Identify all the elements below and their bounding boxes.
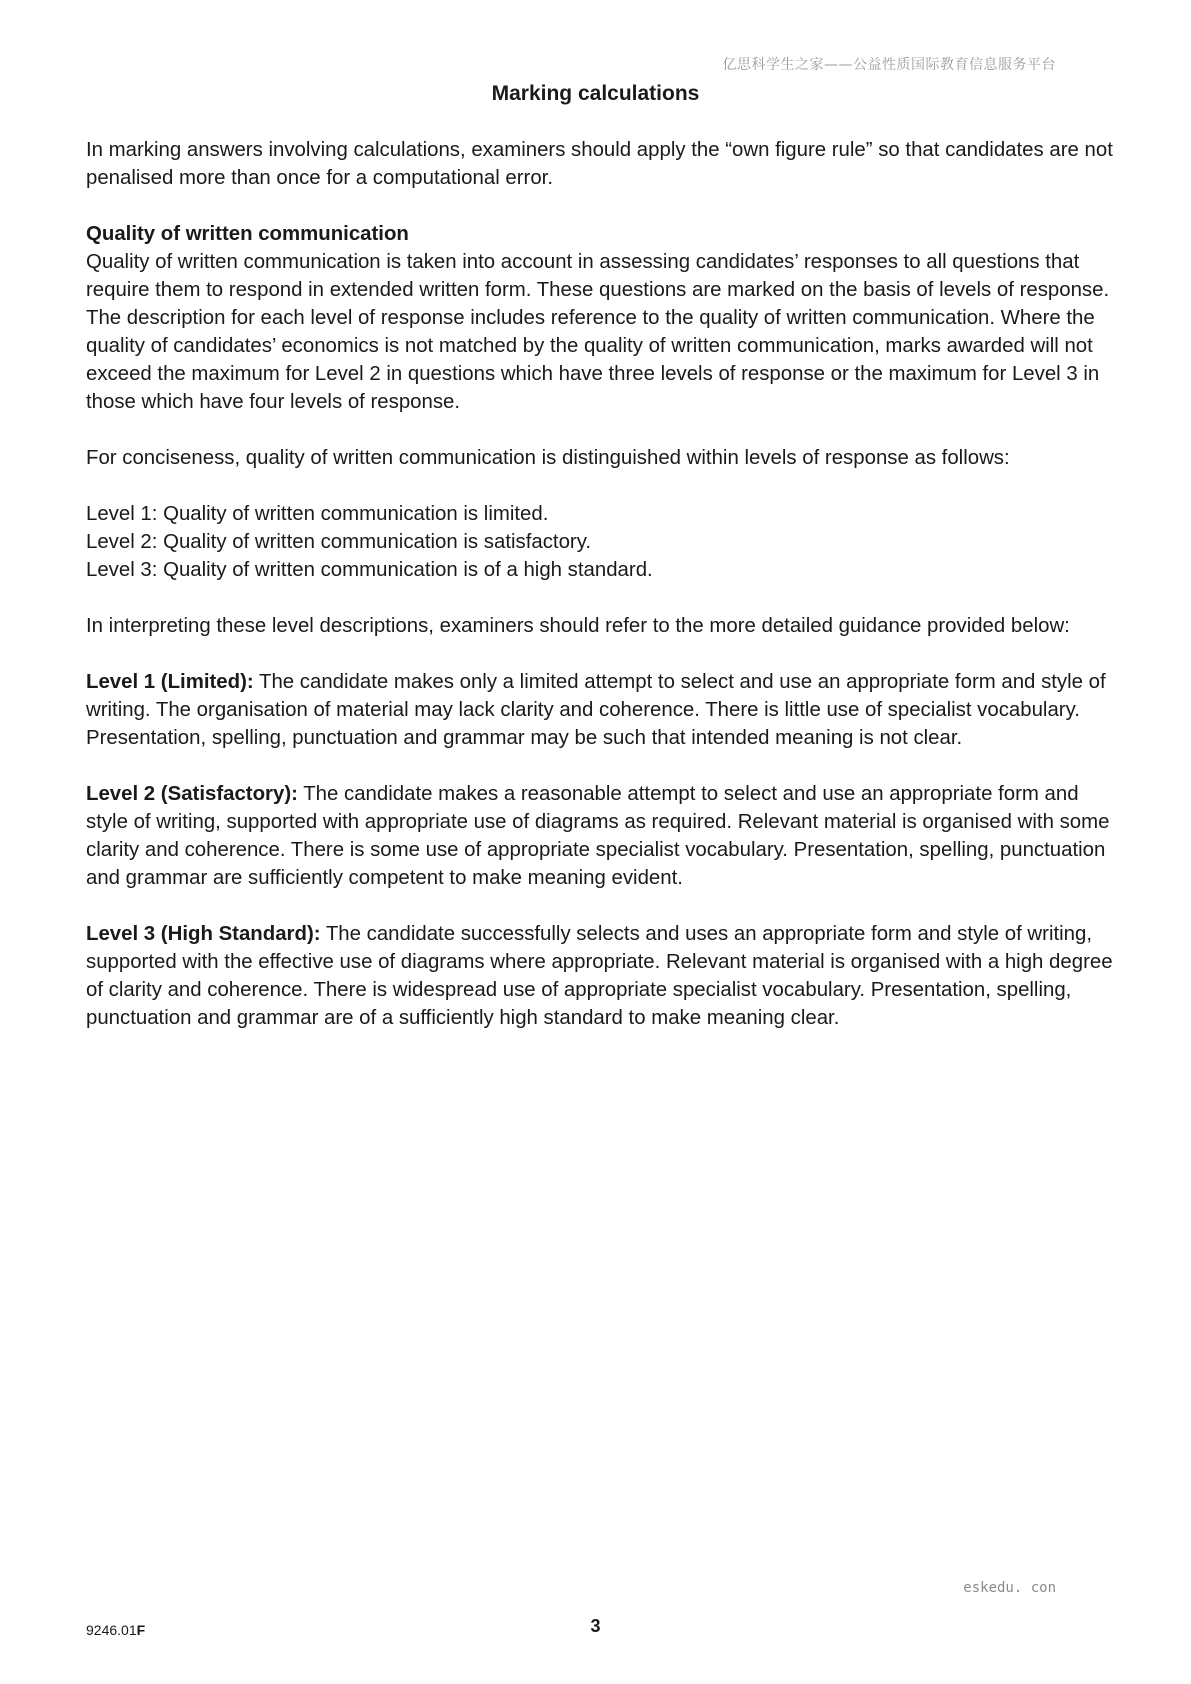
page-title: Marking calculations [491, 82, 700, 105]
level-summary-item: Level 2: Quality of written communication is satisfactory. [86, 531, 592, 553]
level-3-label: Level 3 (High Standard): [86, 923, 321, 945]
level-summary-item: Level 1: Quality of written communication is limited. [86, 503, 549, 525]
level-2-description [86, 780, 1116, 892]
level-1-text: The candidate makes only a limited attempt to select and use an appropriate form and style of writing. The organisation of material may lack clarity and coherence. There is little use of specialist vocabulary. Presentation, spelling, punctuation and grammar may be such that intended meaning is not clear. [86, 671, 1106, 749]
level-3-text: The candidate successfully selects and uses an appropriate form and style of writing, supported with the effective use of diagrams where appropriate. Relevant material is organised with a high degree of clarity and coherence. There is widespread use of appropriate specialist vocabulary. Presentation, spelling, punctuation and grammar are of a sufficiently high standard to make meaning clear. [86, 923, 1113, 1029]
level-2-text: The candidate makes a reasonable attempt to select and use an appropriate form and style of writing, supported with appropriate use of diagrams as required. Relevant material is organised with some clarity and coherence. There is some use of appropriate specialist vocabulary. Presentation, spelling, punctuation and grammar are sufficiently competent to make meaning evident. [86, 783, 1110, 889]
document-body [86, 136, 1116, 1060]
document-code-suffix: F [136, 1622, 146, 1638]
qwc-body: Quality of written communication is taken into account in assessing candidates’ responses to all questions that require them to respond in extended written form. These questions are marked on the basis of levels of response. The description for each level of response includes reference to the quality of written communication. Where the quality of candidates’ economics is not matched by the quality of written communication, marks awarded will not exceed the maximum for Level 2 in questions which have three levels of response or the maximum for Level 3 in those which have four levels of response. [86, 251, 1110, 413]
level-1-label: Level 1 (Limited): [86, 671, 254, 693]
watermark-header: 亿思科学生之家——公益性质国际教育信息服务平台 [722, 57, 1056, 73]
level-summary-item: Level 3: Quality of written communication is of a high standard. [86, 559, 653, 581]
level-1-description [86, 668, 1116, 752]
qwc-heading: Quality of written communication [86, 223, 409, 245]
intro-paragraph: In marking answers involving calculations, examiners should apply the “own figure rule” so that candidates are not penalised more than once for a computational error. [86, 139, 1113, 189]
interpreting-paragraph: In interpreting these level descriptions, examiners should refer to the more detailed guidance provided below: [86, 615, 1070, 637]
page-number: 3 [590, 1616, 601, 1636]
conciseness-paragraph: For conciseness, quality of written communication is distinguished within levels of response as follows: [86, 447, 1010, 469]
qwc-section [86, 220, 1116, 416]
level-summary-list [86, 500, 1116, 584]
document-code-number: 9246.01 [86, 1622, 137, 1638]
watermark-footer: eskedu. con [963, 1580, 1056, 1596]
level-3-description [86, 920, 1116, 1032]
level-2-label: Level 2 (Satisfactory): [86, 783, 298, 805]
